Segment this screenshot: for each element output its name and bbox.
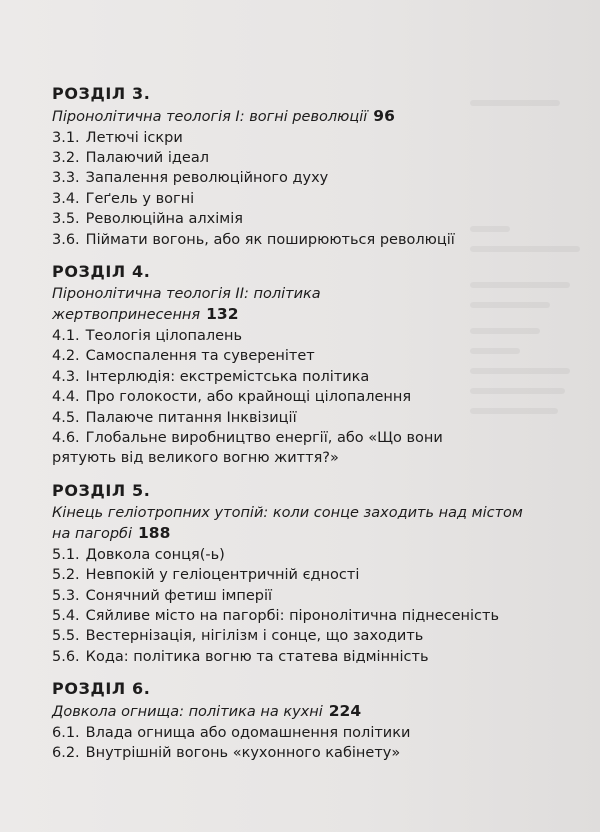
section-title: Інтерлюдія: екстремістська політика [85, 368, 370, 385]
list-item [52, 626, 572, 646]
chapter-page-number: 96 [373, 107, 395, 125]
section-list [52, 128, 572, 250]
section-number: 4.6. [52, 429, 80, 446]
section-title: Невпокій у геліоцентричній єдності [85, 567, 360, 584]
list-item [52, 606, 572, 626]
list-item [52, 743, 572, 763]
section-number: 5.6. [52, 648, 80, 665]
section-number: 5.5. [52, 628, 80, 645]
section-number: 3.4. [52, 190, 80, 207]
section-title: Влада огнища або одомашнення політики [85, 724, 411, 741]
section-title: Палаючий ідеал [85, 149, 209, 166]
section-title: Глобальне виробництво енергії, або «Що вони рятують від великого вогню життя?» [52, 429, 443, 467]
chapter-heading: РОЗДІЛ 5. [52, 480, 151, 500]
list-item [52, 428, 482, 469]
section-number: 4.2. [52, 348, 80, 365]
section-title: Піймати вогонь, або як поширюються революції [85, 231, 455, 248]
section-title: Сяйливе місто на пагорбі: піронолітична піднесеність [85, 608, 500, 624]
list-item [52, 387, 572, 407]
chapter-4 [52, 260, 572, 469]
section-number: 4.1. [52, 327, 80, 344]
section-number: 3.5. [52, 211, 80, 228]
section-list [52, 326, 572, 469]
list-item [52, 189, 572, 209]
chapter-title [52, 106, 472, 128]
section-number: 5.4. [52, 608, 80, 624]
section-number: 4.3. [52, 368, 80, 385]
section-title: Теологія цілопалень [85, 327, 243, 344]
section-title: Внутрішній вогонь «кухонного кабінету» [85, 745, 401, 762]
section-number: 5.2. [52, 567, 80, 584]
chapter-title [52, 503, 532, 545]
chapter-3 [52, 82, 572, 250]
section-title: Летючі іскри [85, 129, 183, 146]
list-item [52, 326, 572, 346]
list-item [52, 128, 572, 148]
list-item [52, 647, 572, 667]
section-number: 3.3. [52, 170, 80, 187]
list-item [52, 545, 572, 565]
chapter-5 [52, 479, 572, 667]
section-title: Самоспалення та суверенітет [85, 348, 315, 365]
list-item [52, 346, 572, 366]
chapter-6 [52, 677, 572, 763]
section-number: 6.1. [52, 724, 80, 741]
chapter-page-number: 224 [328, 702, 362, 721]
section-title: Запалення революційного духу [85, 170, 329, 187]
section-title: Про голокости, або крайнощі цілопалення [85, 389, 412, 406]
list-item [52, 209, 572, 229]
section-number: 3.6. [52, 231, 80, 248]
section-title: Вестернізація, нігілізм і сонце, що заходить [85, 628, 424, 645]
section-title: Палаюче питання Інквізиції [85, 409, 297, 426]
list-item [52, 148, 572, 168]
list-item [52, 168, 572, 188]
list-item [52, 586, 572, 606]
section-list [52, 723, 572, 764]
section-number: 4.5. [52, 409, 80, 426]
list-item [52, 723, 572, 743]
section-list [52, 545, 572, 667]
section-title: Геґель у вогні [85, 190, 195, 207]
chapter-title-text: Кінець геліотропних утопій: коли сонце заходить над містом на пагорбі [52, 504, 523, 543]
section-title: Кода: політика вогню та статева відмінність [85, 648, 429, 665]
section-number: 4.4. [52, 389, 80, 406]
section-number: 5.3. [52, 587, 80, 604]
chapter-title [52, 701, 472, 723]
section-number: 5.1. [52, 546, 80, 563]
chapter-heading: РОЗДІЛ 3. [52, 84, 151, 103]
section-number: 3.1. [52, 129, 80, 146]
section-number: 6.2. [52, 745, 80, 762]
list-item [52, 230, 572, 250]
section-title: Довкола сонця(-ь) [85, 546, 225, 563]
section-title: Сонячний фетиш імперії [85, 587, 273, 604]
chapter-title [52, 284, 352, 326]
table-of-contents [52, 82, 572, 774]
chapter-page-number: 188 [138, 524, 171, 543]
chapter-title-text: Піронолітична теологія ІІ: політика жертвопринесення [52, 285, 321, 324]
chapter-heading: РОЗДІЛ 6. [52, 679, 151, 699]
chapter-title-text: Довкола огнища: політика на кухні [52, 704, 323, 721]
list-item [52, 565, 572, 585]
chapter-heading: РОЗДІЛ 4. [52, 261, 151, 281]
list-item [52, 408, 572, 428]
chapter-title-text: Піронолітична теологія І: вогні революції [52, 109, 368, 125]
section-number: 3.2. [52, 149, 80, 166]
list-item [52, 367, 572, 387]
chapter-page-number: 132 [206, 305, 239, 324]
section-title: Революційна алхімія [85, 211, 243, 228]
